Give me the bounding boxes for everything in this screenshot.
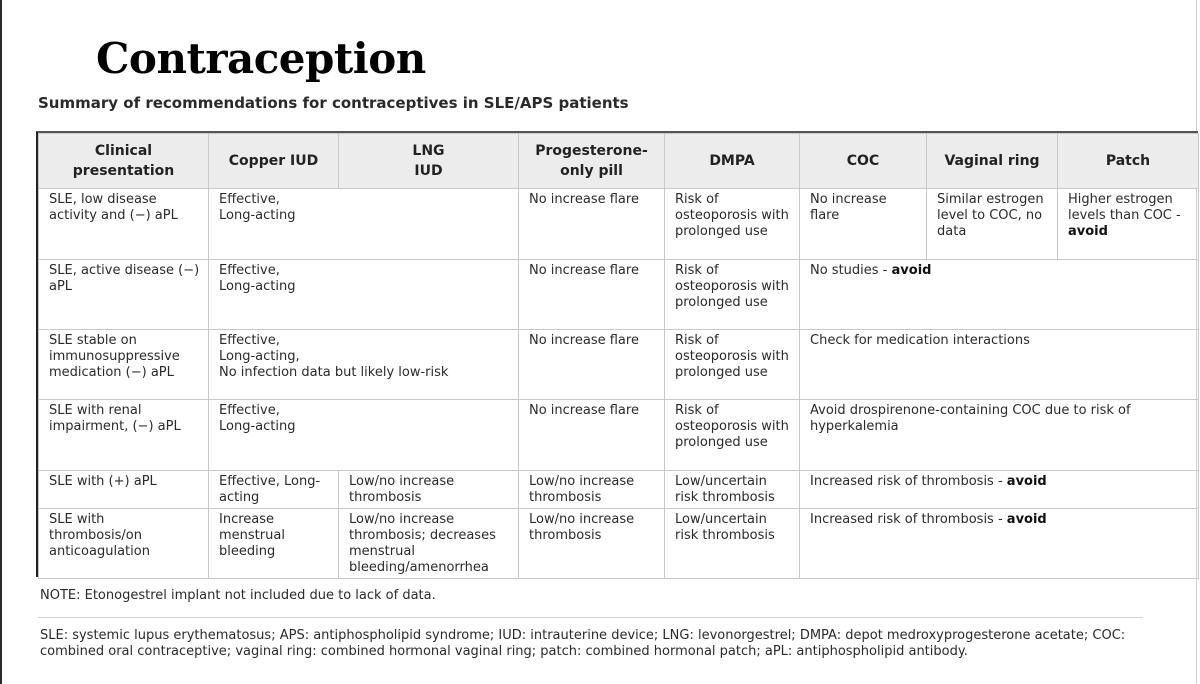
cell-patch (1058, 189, 1199, 260)
header-vaginal-ring: Vaginal ring (927, 134, 1058, 189)
cell-iud: Effective, Long-acting (209, 400, 519, 471)
divider (38, 617, 1143, 618)
combined-text: Increased risk of thrombosis - (810, 474, 1007, 489)
table-row (39, 400, 1199, 471)
abbreviations-legend: SLE: systemic lupus erythematosus; APS: antiphospholipid syndrome; IUD: intrauterine device; LNG: levonorgestrel; DMPA: depot medroxyprogesterone acetate; COC: combined oral contraceptive; vaginal ring: combined hormonal vaginal ring; patch: combined hormonal patch; aPL: antiphospholipid antibody. (40, 628, 1126, 659)
cell-dmpa: Low/uncertain risk thrombosis (665, 471, 800, 509)
cell-clinical: SLE, active disease (−) aPL (39, 260, 209, 330)
cell-copper-iud: Increase menstrual bleeding (209, 509, 339, 579)
header-copper-iud: Copper IUD (209, 134, 339, 189)
table-header-row (39, 134, 1199, 189)
cell-iud: Effective, Long-acting (209, 260, 519, 330)
cell-progesterone-only-pill: No increase flare (519, 189, 665, 260)
header-dmpa: DMPA (665, 134, 800, 189)
cell-combined-hormonal: Avoid drospirenone-containing COC due to risk of hyperkalemia (800, 400, 1199, 471)
cell-combined-hormonal: Check for medication interactions (800, 330, 1199, 400)
cell-clinical: SLE with thrombosis/on anticoagulation (39, 509, 209, 579)
combined-text: No studies - (810, 263, 892, 278)
patch-text: Higher estrogen levels than COC - (1068, 192, 1181, 223)
cell-clinical: SLE stable on immunosuppressive medication (−) aPL (39, 330, 209, 400)
table-row (39, 260, 1199, 330)
cell-progesterone-only-pill: No increase flare (519, 260, 665, 330)
cell-vaginal-ring: Similar estrogen level to COC, no data (927, 189, 1058, 260)
cell-combined-hormonal (800, 471, 1199, 509)
cell-lng-iud: Low/no increase thrombosis; decreases menstrual bleeding/amenorrhea (339, 509, 519, 579)
table-row (39, 189, 1199, 260)
header-iud-line: IUD (414, 163, 443, 179)
avoid-label: avoid (1006, 512, 1047, 527)
header-clinical-presentation: Clinical presentation (39, 134, 209, 189)
table-note: NOTE: Etonogestrel implant not included due to lack of data. (40, 588, 436, 603)
cell-copper-iud: Effective, Long-acting (209, 471, 339, 509)
cell-combined-hormonal (800, 260, 1199, 330)
cell-coc: No increase flare (800, 189, 927, 260)
cell-iud (209, 330, 519, 400)
header-patch: Patch (1058, 134, 1199, 189)
header-lng-iud (339, 134, 519, 189)
cell-progesterone-only-pill: No increase flare (519, 330, 665, 400)
cell-dmpa: Low/uncertain risk thrombosis (665, 509, 800, 579)
cell-progesterone-only-pill: No increase flare (519, 400, 665, 471)
cell-progesterone-only-pill: Low/no increase thrombosis (519, 471, 665, 509)
avoid-label: avoid (891, 263, 932, 278)
cell-clinical: SLE with (+) aPL (39, 471, 209, 509)
iud-line: No infection data but likely low-risk (219, 365, 449, 380)
avoid-label: avoid (1006, 474, 1047, 489)
cell-clinical: SLE, low disease activity and (−) aPL (39, 189, 209, 260)
cell-clinical: SLE with renal impairment, (−) aPL (39, 400, 209, 471)
avoid-label: avoid (1068, 224, 1108, 239)
header-coc: COC (800, 134, 927, 189)
iud-line: Long-acting, (219, 349, 300, 364)
header-lng-line: LNG (412, 143, 445, 159)
left-border-line (0, 0, 2, 684)
iud-line: Effective, (219, 333, 280, 348)
cell-dmpa: Risk of osteoporosis with prolonged use (665, 260, 800, 330)
cell-progesterone-only-pill: Low/no increase thrombosis (519, 509, 665, 579)
table-row (39, 471, 1199, 509)
table-caption: Summary of recommendations for contraceptives in SLE/APS patients (38, 94, 629, 112)
cell-combined-hormonal (800, 509, 1199, 579)
cell-dmpa: Risk of osteoporosis with prolonged use (665, 330, 800, 400)
recommendations-table (38, 133, 1199, 579)
table-row (39, 509, 1199, 579)
combined-text: Increased risk of thrombosis - (810, 512, 1007, 527)
cell-dmpa: Risk of osteoporosis with prolonged use (665, 189, 800, 260)
recommendations-table-container (36, 131, 1198, 577)
header-progesterone-only-pill: Progesterone-only pill (519, 134, 665, 189)
slide-title: Contraception (96, 34, 426, 83)
table-row (39, 330, 1199, 400)
cell-dmpa: Risk of osteoporosis with prolonged use (665, 400, 800, 471)
cell-lng-iud: Low/no increase thrombosis (339, 471, 519, 509)
cell-iud: Effective, Long-acting (209, 189, 519, 260)
